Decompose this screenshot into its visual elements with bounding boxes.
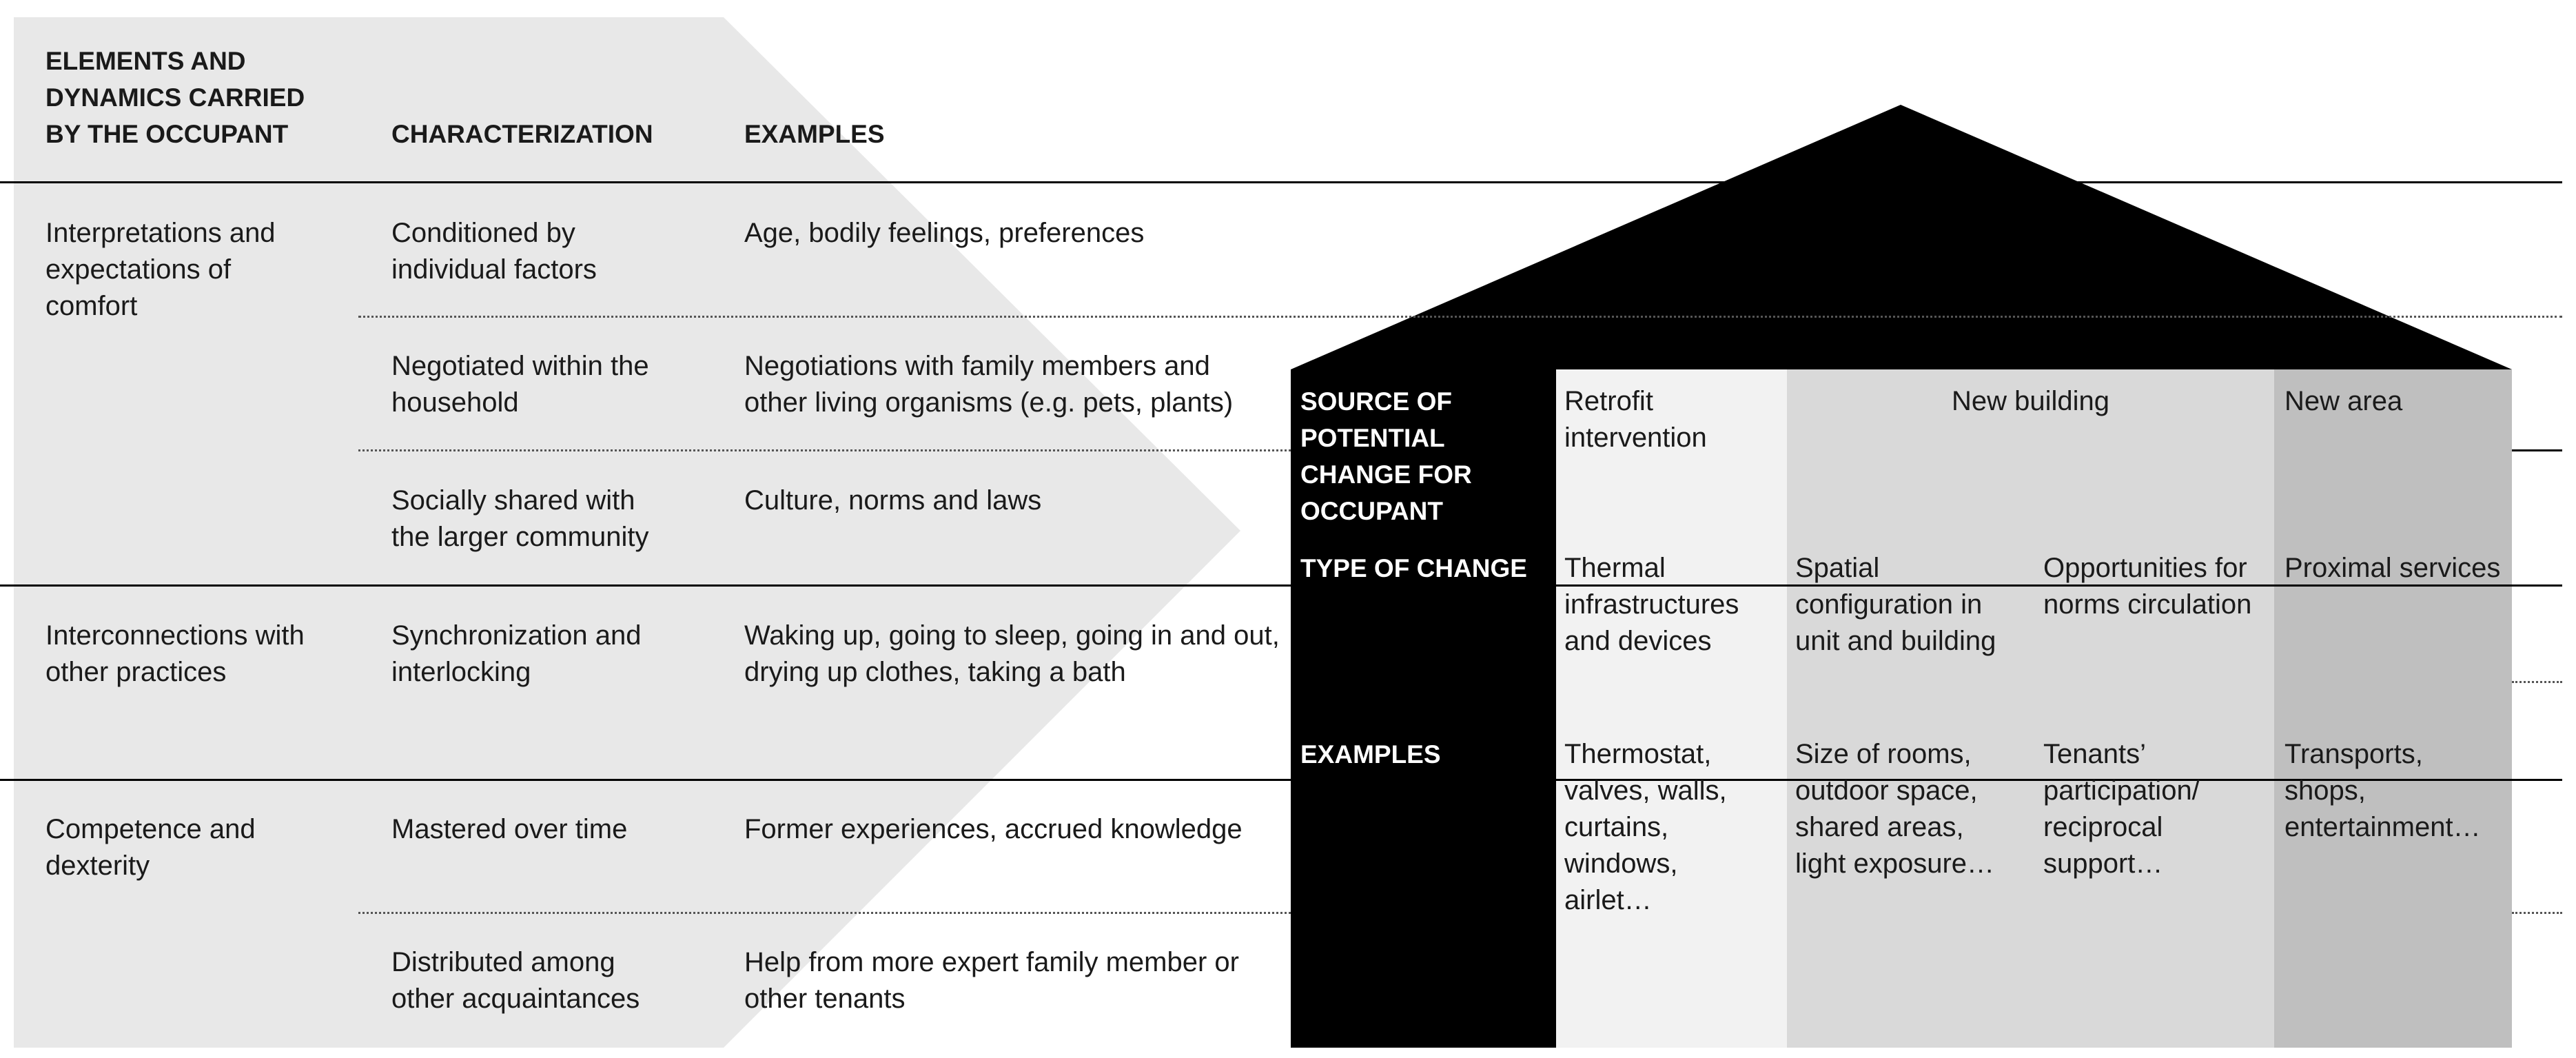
examples-synchronization: Waking up, going to sleep, going in and out, drying up clothes, taking a bath (744, 620, 1280, 687)
characterization-mastered: Mastered over time (391, 814, 628, 844)
divider-row-1 (358, 316, 2562, 318)
element-interconnections: Interconnections with other practices (45, 620, 305, 687)
divider-row-2 (358, 449, 1291, 451)
source-new-area: New area (2284, 386, 2403, 416)
label-examples: EXAMPLES (1300, 740, 1441, 769)
type-thermal: Thermal infrastructures and devices (1564, 553, 1739, 656)
label-type-of-change: TYPE OF CHANGE (1300, 554, 1527, 582)
example-thermal: Thermostat, valves, walls, curtains, windows, airlet… (1564, 739, 1727, 915)
characterization-community: Socially shared with the larger community (391, 485, 649, 552)
divider-row-5 (358, 912, 1291, 914)
label-source-of-change: SOURCE OF POTENTIAL CHANGE FOR OCCUPANT (1300, 387, 1472, 525)
header-elements: ELEMENTS AND DYNAMICS CARRIED BY THE OCCUPANT (45, 47, 305, 148)
examples-community: Culture, norms and laws (744, 485, 1042, 516)
divider-header (0, 181, 2562, 183)
element-comfort: Interpretations and expectations of comfort (45, 218, 276, 321)
house-roof (1291, 105, 2512, 369)
element-competence: Competence and dexterity (45, 814, 256, 881)
examples-household: Negotiations with family members and other living organisms (e.g. pets, plants) (744, 351, 1234, 418)
examples-individual: Age, bodily feelings, preferences (744, 218, 1145, 248)
type-spatial: Spatial configuration in unit and building (1795, 553, 1996, 656)
example-spatial: Size of rooms, outdoor space, shared areas, light exposure… (1795, 739, 1995, 879)
characterization-distributed: Distributed among other acquaintances (391, 947, 640, 1014)
source-new-building: New building (1951, 386, 2110, 416)
new-building-column (1787, 369, 2274, 1048)
divider-right-3 (2512, 912, 2562, 914)
divider-right-1 (2512, 449, 2562, 451)
example-norms: Tenants’ participation/ reciprocal support… (2043, 739, 2200, 879)
divider-right-2 (2512, 681, 2562, 683)
characterization-individual: Conditioned by individual factors (391, 218, 597, 285)
header-characterization: CHARACTERIZATION (391, 120, 653, 148)
examples-mastered: Former experiences, accrued knowledge (744, 814, 1243, 844)
new-area-column (2274, 369, 2512, 1048)
characterization-synchronization: Synchronization and interlocking (391, 620, 642, 687)
example-services: Transports, shops, entertainment… (2284, 739, 2481, 842)
examples-distributed: Help from more expert family member or other tenants (744, 947, 1239, 1014)
header-examples: EXAMPLES (744, 120, 885, 148)
characterization-household: Negotiated within the household (391, 351, 649, 418)
type-services: Proximal services (2284, 553, 2501, 583)
retrofit-column (1556, 369, 1787, 1048)
source-retrofit: Retrofit intervention (1564, 386, 1707, 453)
type-norms: Opportunities for norms circulation (2043, 553, 2252, 620)
